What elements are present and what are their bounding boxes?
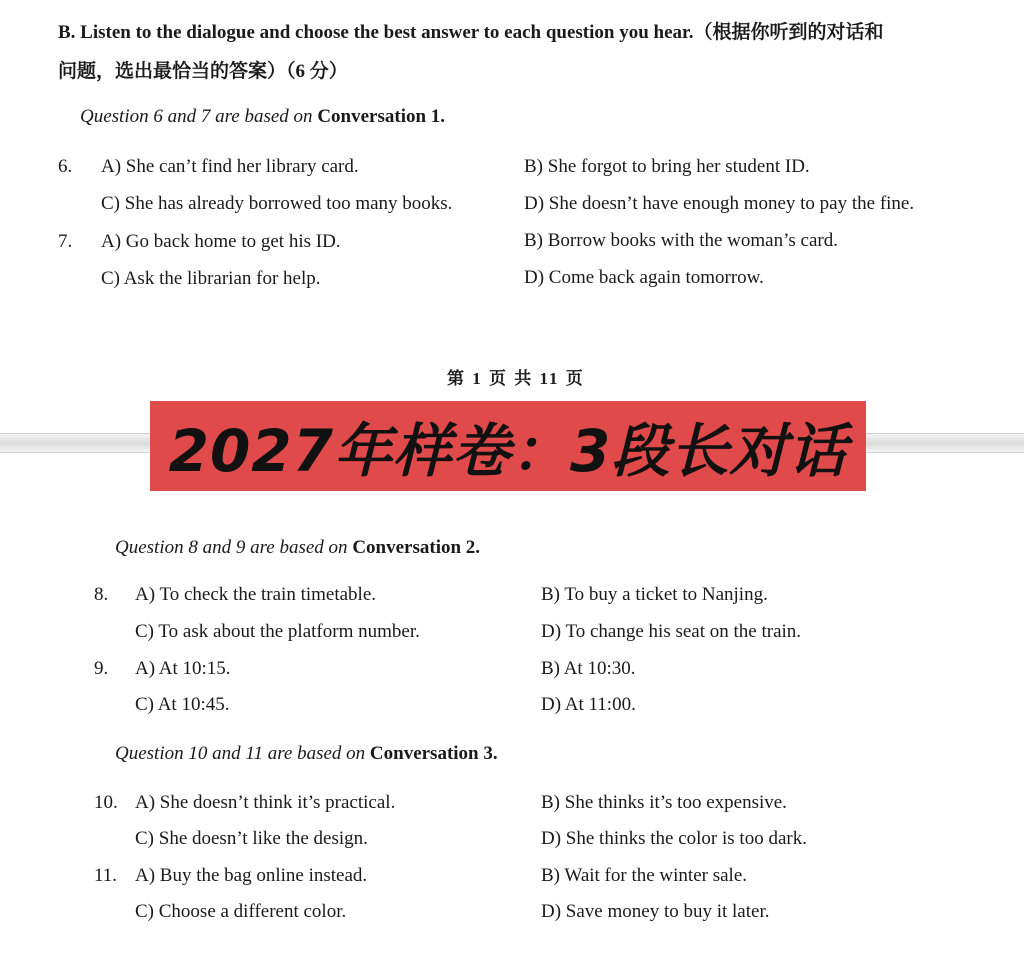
section-instructions-line2: 问题，选出最恰当的答案）（6 分） [58, 61, 348, 82]
title-banner [150, 401, 866, 491]
option-a: A) Buy the bag online instead. [135, 865, 368, 886]
banner-text: 2027年样卷：3段长对话 [168, 417, 848, 485]
conversation-heading-prefix: Question 10 and 11 are based on [115, 743, 366, 764]
question-number: 9. [94, 658, 109, 679]
option-c: C) She doesn’t like the design. [135, 828, 368, 849]
option-a: A) She can’t find her library card. [101, 156, 359, 177]
conversation-heading-name: Conversation 3. [369, 743, 498, 764]
option-d: D) At 11:00. [541, 694, 636, 715]
question-number: 6. [58, 156, 73, 177]
option-d: D) She thinks the color is too dark. [541, 828, 807, 849]
option-b: B) Borrow books with the woman’s card. [524, 230, 838, 251]
option-d: D) She doesn’t have enough money to pay the fine. [524, 193, 915, 214]
question-number: 10. [94, 792, 118, 813]
option-c: C) Ask the librarian for help. [101, 268, 321, 289]
conversation-2-heading [115, 537, 480, 559]
option-b: B) She thinks it’s too expensive. [541, 792, 787, 813]
option-a: A) Go back home to get his ID. [101, 231, 341, 252]
conversation-heading-name: Conversation 1. [317, 106, 446, 127]
conversation-heading-prefix: Question 8 and 9 are based on [115, 537, 348, 558]
question-number: 7. [58, 231, 73, 252]
page-footer: 第 1 页 共 11 页 [447, 369, 585, 388]
option-d: D) Come back again tomorrow. [524, 267, 764, 288]
option-a: A) To check the train timetable. [135, 584, 377, 605]
option-c: C) At 10:45. [135, 694, 230, 715]
conversation-heading-prefix: Question 6 and 7 are based on [80, 106, 313, 127]
option-d: D) To change his seat on the train. [541, 621, 802, 642]
option-b: B) At 10:30. [541, 658, 636, 679]
question-number: 8. [94, 584, 109, 605]
section-instructions-line1: B. Listen to the dialogue and choose the best answer to each question you hear.（根据你听到的对话和 [58, 22, 884, 43]
question-number: 11. [94, 865, 118, 886]
option-b: B) To buy a ticket to Nanjing. [541, 584, 768, 605]
option-b: B) Wait for the winter sale. [541, 865, 748, 886]
option-a: A) At 10:15. [135, 658, 231, 679]
option-c: C) She has already borrowed too many books. [101, 193, 453, 214]
conversation-3-heading [115, 743, 498, 765]
option-b: B) She forgot to bring her student ID. [524, 156, 810, 177]
option-d: D) Save money to buy it later. [541, 901, 770, 922]
option-c: C) Choose a different color. [135, 901, 347, 922]
conversation-1-heading [80, 106, 445, 128]
option-c: C) To ask about the platform number. [135, 621, 420, 642]
option-a: A) She doesn’t think it’s practical. [135, 792, 396, 813]
conversation-heading-name: Conversation 2. [352, 537, 481, 558]
